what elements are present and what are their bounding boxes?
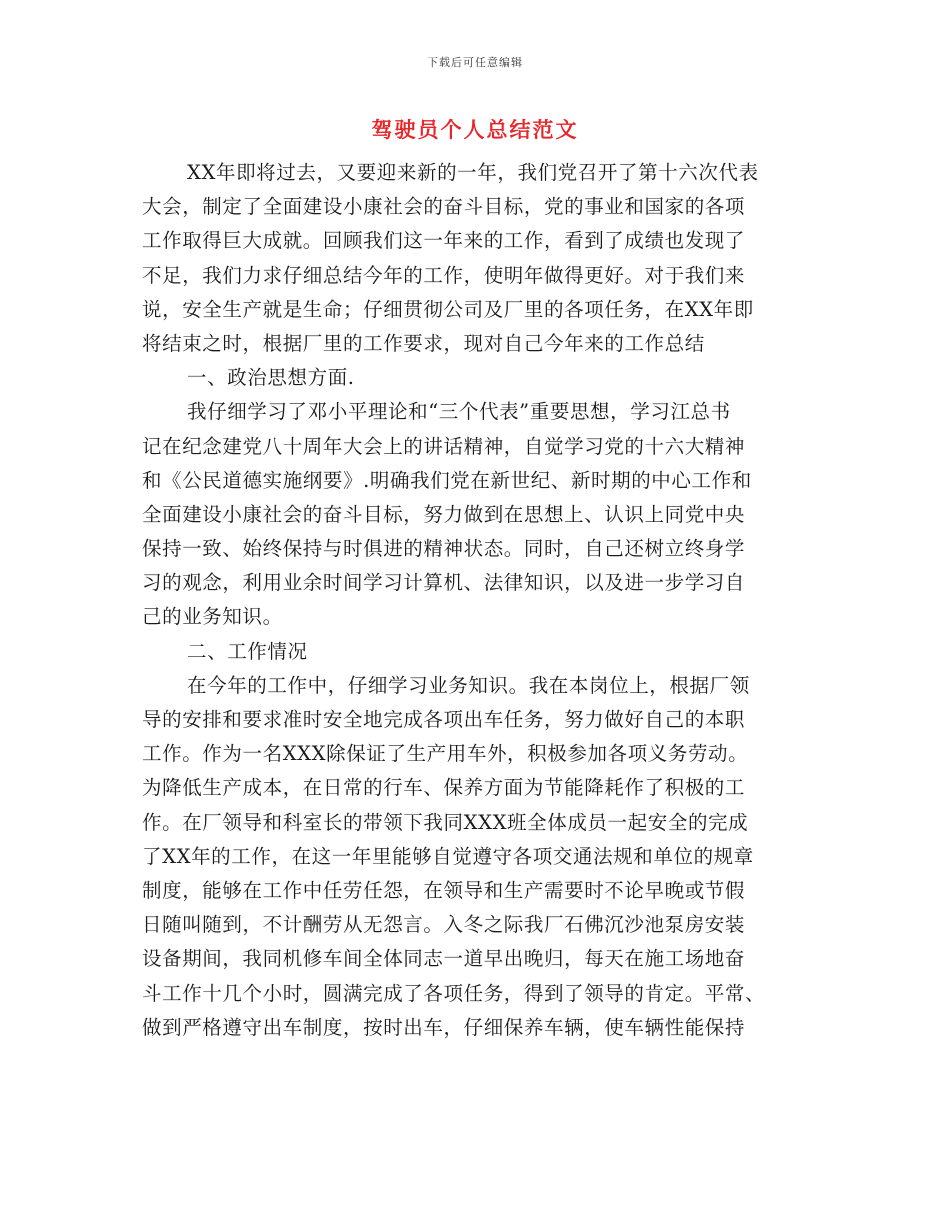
body-line: 工作。作为一名XXX除保证了生产用车外，积极参加各项义务劳动。 bbox=[142, 742, 749, 766]
body-line: 导的安排和要求准时安全地完成各项出车任务，努力做好自己的本职 bbox=[142, 708, 746, 731]
body-line: 在今年的工作中，仔细学习业务知识。我在本岗位上，根据厂领 bbox=[187, 673, 750, 697]
body-line: 一、政治思想方面. bbox=[187, 366, 355, 390]
body-line: 做到严格遵守出车制度，按时出车，仔细保养车辆，使车辆性能保持 bbox=[142, 1015, 746, 1039]
body-line: 设备期间，我同机修车间全体同志一道早出晚归，每天在施工场地奋 bbox=[142, 947, 746, 971]
body-line: 斗工作十几个小时，圆满完成了各项任务，得到了领导的肯定。平常、 bbox=[142, 981, 766, 1005]
body-line: 大会，制定了全面建设小康社会的奋斗目标，党的事业和国家的各项 bbox=[142, 195, 746, 219]
document-title: 驾驶员个人总结范文 bbox=[371, 117, 579, 142]
body-line: 保持一致、始终保持与时俱进的精神状态。同时，自己还树立终身学 bbox=[142, 537, 746, 561]
body-line: 作。在厂领导和科室长的带领下我同XXX班全体成员一起安全的完成 bbox=[142, 810, 749, 834]
body-line: 记在纪念建党八十周年大会上的讲话精神，自觉学习党的十六大精神 bbox=[142, 434, 746, 458]
body-line: 制度，能够在工作中任劳任怨，在领导和生产需要时不论早晚或节假 bbox=[142, 878, 746, 902]
body-line: 工作取得巨大成就。回顾我们这一年来的工作，看到了成绩也发现了 bbox=[142, 229, 746, 253]
body-line: 和《公民道德实施纲要》.明确我们党在新世纪、新时期的中心工作和 bbox=[142, 468, 752, 492]
body-line: 将结束之时，根据厂里的工作要求，现对自己今年来的工作总结 bbox=[142, 331, 705, 355]
body-line: 不足，我们力求仔细总结今年的工作，使明年做得更好。对于我们来 bbox=[142, 263, 746, 287]
body-line: 日随叫随到，不计酬劳从无怨言。入冬之际我厂石佛沉沙池泵房安装 bbox=[142, 913, 746, 937]
body-line: 说，安全生产就是生命；仔细贯彻公司及厂里的各项任务，在XX年即 bbox=[142, 297, 754, 321]
body-line: 全面建设小康社会的奋斗目标，努力做到在思想上、认识上同党中央 bbox=[142, 502, 746, 526]
body-line: 了XX年的工作，在这一年里能够自觉遵守各项交通法规和单位的规章 bbox=[142, 844, 754, 868]
document-body bbox=[142, 156, 807, 1045]
body-line: XX年即将过去，又要迎来新的一年，我们党召开了第十六次代表 bbox=[187, 161, 759, 184]
page-header-note: 下载后可任意编辑 bbox=[427, 56, 523, 69]
body-line: 为降低生产成本，在日常的行车、保养方面为节能降耗作了积极的工 bbox=[142, 776, 746, 800]
body-line: 二、工作情况 bbox=[187, 639, 308, 663]
body-line: 己的业务知识。 bbox=[142, 605, 283, 629]
body-line: 我仔细学习了邓小平理论和“三个代表”重要思想，学习江总书 bbox=[187, 400, 731, 424]
body-line: 习的观念，利用业余时间学习计算机、法律知识，以及进一步学习自 bbox=[142, 571, 746, 595]
